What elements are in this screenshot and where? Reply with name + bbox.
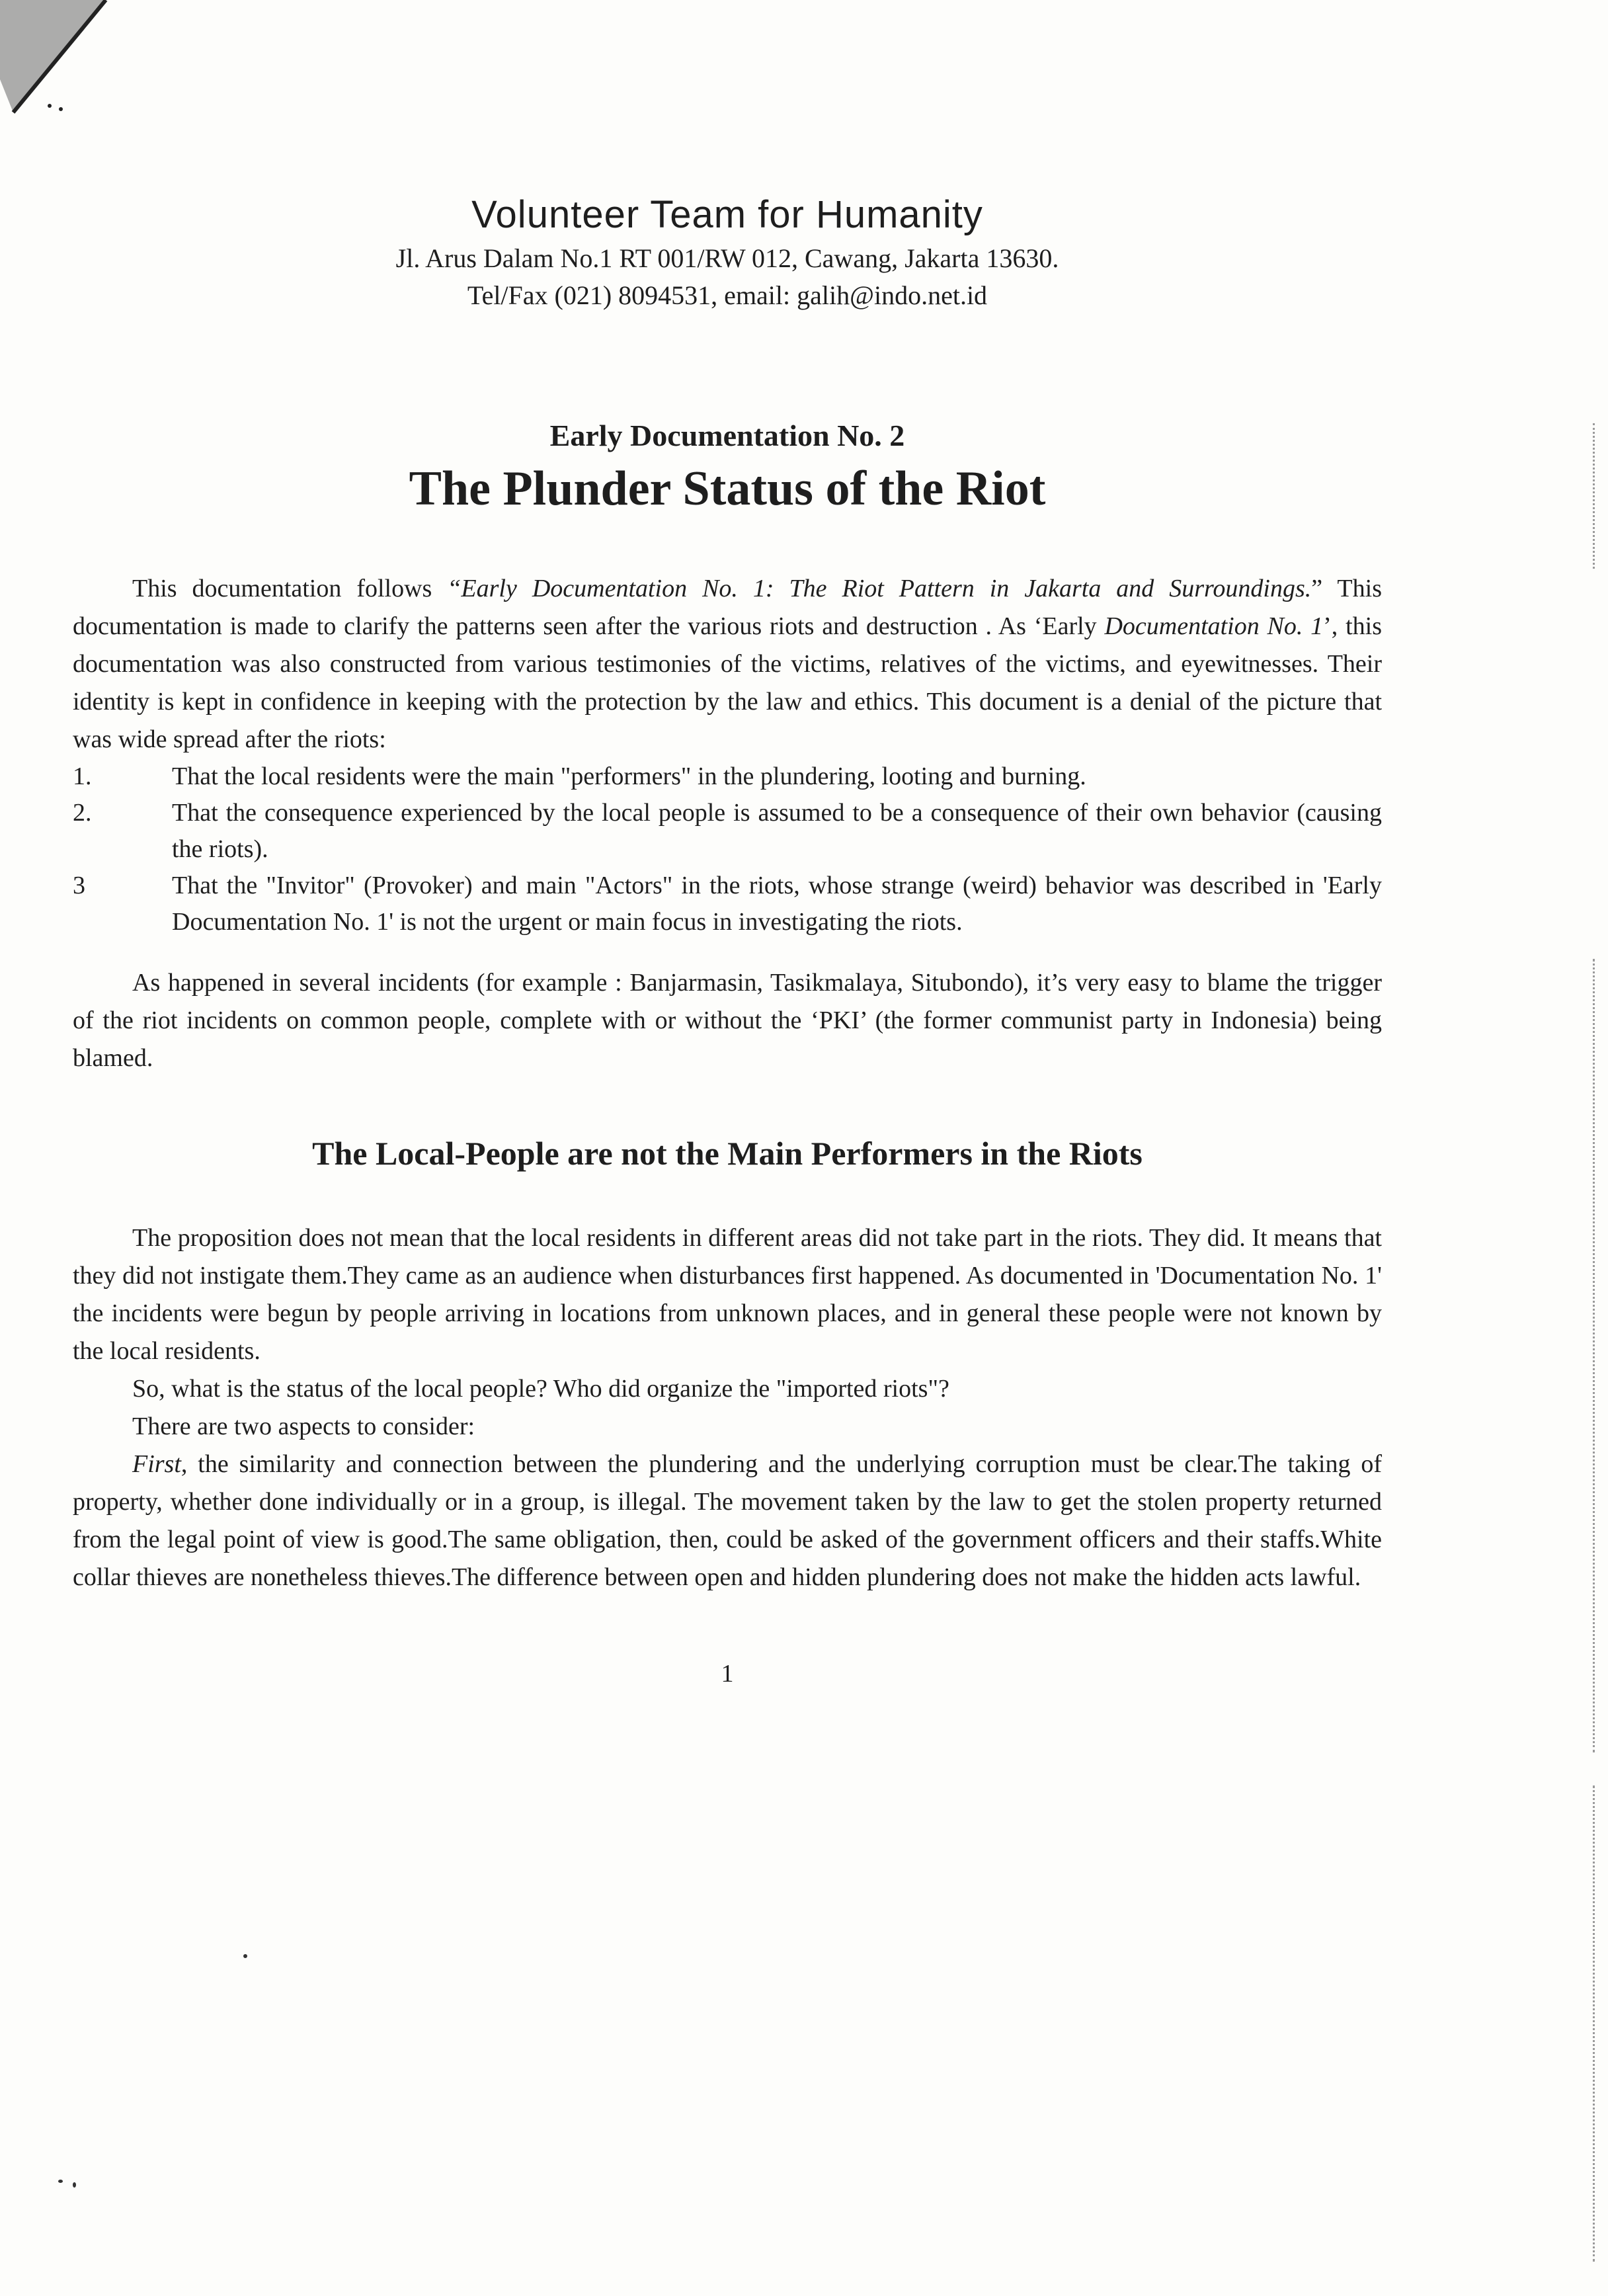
document-page — [73, 192, 1382, 1688]
organization-name: Volunteer Team for Humanity — [471, 193, 983, 236]
document-heading — [73, 418, 1382, 517]
letterhead — [73, 192, 1382, 312]
page-number: 1 — [721, 1660, 734, 1688]
list-item — [73, 868, 1382, 940]
list-item-number: 3 — [73, 871, 85, 899]
intro-text-a: This documentation follows — [132, 574, 448, 602]
scan-speck — [243, 1954, 247, 1958]
document-subtitle: Early Documentation No. 2 — [549, 418, 905, 452]
first-text: , the similarity and connection between the plundering and the underlying corruption must be clear.The taking of property, whether done individually or in a group, is illegal. The movement taken by the law to get the stolen property returned from the legal point of view is good.The same obligation, then, could be asked of the government officers and their staffs.White collar thieves are nonetheless thieves.The difference between open and hidden plundering does not make the hidden acts lawful. — [73, 1450, 1382, 1592]
scan-corner-artifact — [0, 0, 112, 132]
section-paragraph-4 — [73, 1446, 1382, 1596]
list-item-number: 2. — [73, 798, 92, 827]
organization-contact: Tel/Fax (021) 8094531, email: galih@indo.net.id — [467, 280, 988, 310]
intro-reference: “Early Documentation No. 1: The Riot Pattern in Jakarta and Surroundings. — [447, 574, 1312, 602]
list-item-text: That the local residents were the main "performers" in the plundering, looting and burning. — [172, 762, 1086, 790]
first-label: First — [132, 1450, 181, 1479]
intro-text-b: ” This documentation is made to clarify the patterns seen after the various riots and destruction . As ‘Early — [73, 574, 1382, 640]
list-item-text: That the consequence experienced by the local people is assumed to be a consequence of their own behavior (causing the riots). — [172, 798, 1382, 863]
intro-paragraph — [73, 570, 1382, 758]
section-paragraph-1: The proposition does not mean that the local residents in different areas did not take part in the riots. They did. It means that they did not instigate them.They came as an audience when disturbances first happened. As documented in 'Documentation No. 1' the incidents were begun by people arriving in locations from unknown places, and in general these people were not known by the local residents. — [73, 1224, 1382, 1366]
section-paragraph-3: There are two aspects to consider: — [132, 1413, 475, 1441]
intro-reference-2: Documentation No. 1 — [1104, 612, 1324, 640]
document-title: The Plunder Status of the Riot — [409, 461, 1046, 516]
scan-edge-artifact — [1590, 423, 1595, 569]
examples-paragraph: As happened in several incidents (for example : Banjarmasin, Tasikmalaya, Situbondo), it’s very easy to blame the trigger of the riot incidents on common people, complete with or without the ‘PKI’ (the former communist party in Indonesia) being blamed. — [73, 969, 1382, 1073]
section-paragraph-2: So, what is the status of the local people? Who did organize the "imported riots"? — [132, 1375, 949, 1403]
list-item — [73, 795, 1382, 868]
scan-speck — [58, 2180, 63, 2183]
organization-address: Jl. Arus Dalam No.1 RT 001/RW 012, Cawang, Jakarta 13630. — [395, 243, 1059, 273]
scan-edge-artifact — [1590, 959, 1595, 1752]
intro-text-c: ’, this documentation was also constructed from various testimonies of the victims, relatives of the victims, and eyewitnesses. Their identity is kept in confidence in keeping with the protection by the law and ethics. This document is a denial of the picture that was wide spread after the riots: — [73, 612, 1382, 753]
section-heading: The Local-People are not the Main Performers in the Riots — [312, 1135, 1143, 1172]
scan-edge-artifact — [1590, 1785, 1595, 2262]
list-item — [73, 758, 1382, 795]
scan-speck — [73, 2182, 76, 2188]
list-item-text: That the "Invitor" (Provoker) and main "Actors" in the riots, whose strange (weird) behavior was described in 'Early Documentation No. 1' is not the urgent or main focus in investigating the riots. — [172, 871, 1382, 936]
list-item-number: 1. — [73, 762, 92, 790]
document-body — [73, 570, 1382, 1596]
claims-list — [73, 758, 1382, 940]
